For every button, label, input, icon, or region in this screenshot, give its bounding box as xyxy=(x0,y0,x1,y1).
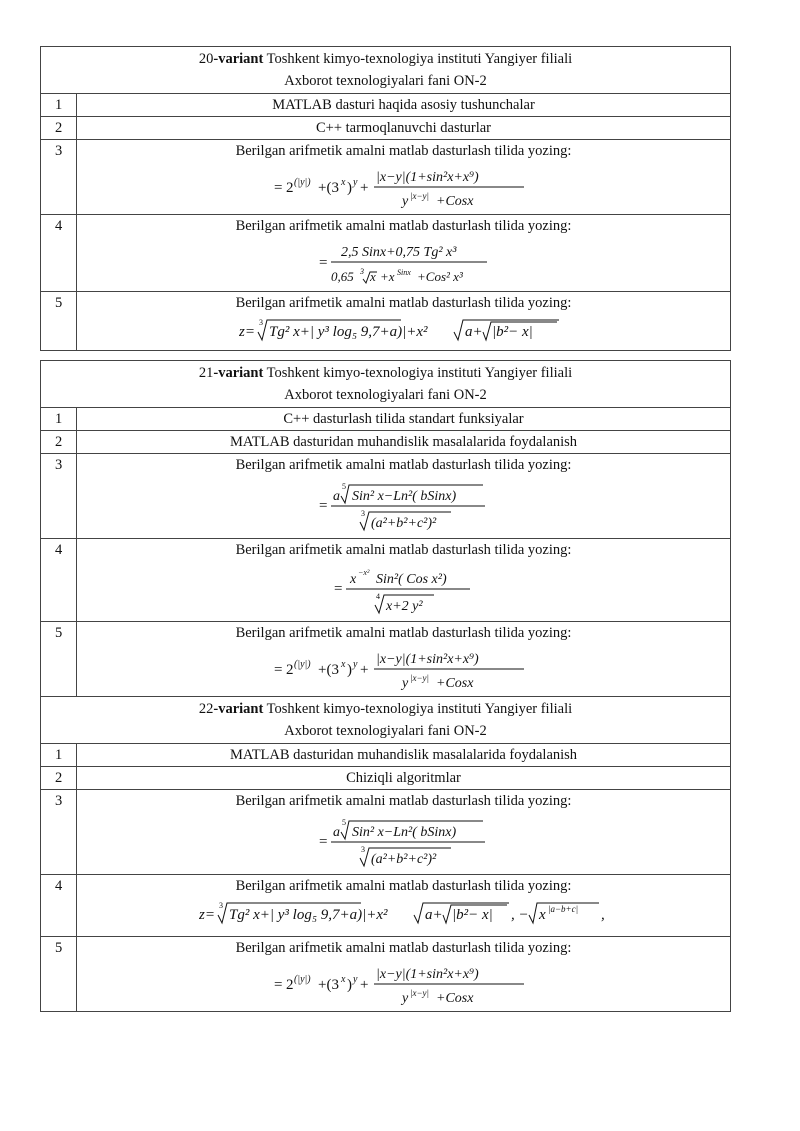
formula xyxy=(77,476,730,538)
svg-text:=: = xyxy=(318,498,327,514)
svg-text:(a²+b²+c²)²: (a²+b²+c²)² xyxy=(370,852,436,867)
svg-text:3: 3 xyxy=(360,845,365,854)
svg-text:4: 4 xyxy=(375,592,380,601)
svg-text:y: y xyxy=(352,177,357,188)
row-topic: C++ tarmoqlanuvchi dasturlar xyxy=(77,117,731,140)
formula-svg xyxy=(274,164,534,210)
formula xyxy=(77,812,730,874)
svg-text:,: , xyxy=(600,907,605,923)
svg-text:+Cosx: +Cosx xyxy=(435,676,473,691)
svg-text:|a−b+c|: |a−b+c| xyxy=(547,904,578,914)
svg-text:=: = xyxy=(333,581,342,597)
formula-svg xyxy=(334,563,474,617)
row-number: 3 xyxy=(41,454,77,539)
svg-text:+: + xyxy=(359,662,368,678)
svg-text:z=: z= xyxy=(238,324,255,340)
svg-text:a+: a+ xyxy=(424,907,443,923)
variant-number: 20 xyxy=(198,51,214,67)
question-row xyxy=(41,94,731,117)
svg-text:Sin² x−Ln²( bSinx): Sin² x−Ln²( bSinx) xyxy=(351,825,456,840)
svg-text:2: 2 xyxy=(285,977,293,993)
svg-text:+(3: +(3 xyxy=(317,977,339,993)
row-number: 1 xyxy=(41,94,77,117)
svg-text:a: a xyxy=(332,825,340,840)
svg-text:Tg² x+| y³ log₅ 9,7+a)|+x²: Tg² x+| y³ log₅ 9,7+a)|+x² xyxy=(228,907,388,923)
question-row xyxy=(41,937,731,1012)
svg-text:5: 5 xyxy=(341,818,346,827)
row-number: 4 xyxy=(41,875,77,937)
row-topic: MATLAB dasturidan muhandislik masalalarida foydalanish xyxy=(77,431,731,454)
variant-20-table xyxy=(40,46,731,351)
question-row xyxy=(41,744,731,767)
svg-text:(|y|): (|y|) xyxy=(293,659,311,670)
variant-header xyxy=(41,697,731,744)
course-subtitle: Axborot texnologiyalari fani ON-2 xyxy=(284,387,487,403)
svg-text:3: 3 xyxy=(258,318,263,327)
svg-text:3: 3 xyxy=(360,509,365,518)
svg-text:+: + xyxy=(359,977,368,993)
svg-text:+Cos² x³: +Cos² x³ xyxy=(416,269,463,284)
svg-text:y: y xyxy=(401,194,408,209)
row-instruction: Berilgan arifmetik amalni matlab dasturlash tilida yozing: xyxy=(235,218,572,234)
formula xyxy=(77,959,730,1011)
question-row xyxy=(41,117,731,140)
svg-text:x: x xyxy=(369,269,376,284)
question-row xyxy=(41,292,731,351)
svg-text:|x−y|: |x−y| xyxy=(409,673,429,683)
svg-text:=: = xyxy=(273,977,282,993)
svg-text:): ) xyxy=(346,977,352,993)
formula xyxy=(77,162,730,214)
row-number: 3 xyxy=(41,790,77,875)
row-number: 1 xyxy=(41,408,77,431)
svg-text:x: x xyxy=(340,659,345,670)
svg-text:|b²− x|: |b²− x| xyxy=(491,324,533,340)
formula-svg xyxy=(239,316,569,346)
course-subtitle: Axborot texnologiyalari fani ON-2 xyxy=(284,73,487,89)
row-number: 2 xyxy=(41,117,77,140)
institute-title: Toshkent kimyo-texnologiya instituti Yangiyer filiali xyxy=(263,51,573,67)
row-topic: MATLAB dasturi haqida asosiy tushunchalar xyxy=(77,94,731,117)
svg-text:(|y|): (|y|) xyxy=(293,974,311,985)
svg-text:+(3: +(3 xyxy=(317,662,339,678)
row-number: 5 xyxy=(41,937,77,1012)
svg-text:=: = xyxy=(273,662,282,678)
question-row xyxy=(41,431,731,454)
svg-text:2,5 Sinx+0,75 Tg² x³: 2,5 Sinx+0,75 Tg² x³ xyxy=(340,245,456,260)
svg-text:): ) xyxy=(346,662,352,678)
row-number: 5 xyxy=(41,292,77,351)
svg-text:+Cosx: +Cosx xyxy=(435,194,473,209)
svg-text:x: x xyxy=(340,974,345,985)
formula-svg xyxy=(319,239,489,287)
row-number: 2 xyxy=(41,431,77,454)
row-number: 3 xyxy=(41,140,77,215)
formula xyxy=(77,237,730,291)
formula-svg xyxy=(274,646,534,692)
row-number: 4 xyxy=(41,539,77,622)
svg-text:|x−y|(1+sin²x+x⁹): |x−y|(1+sin²x+x⁹) xyxy=(375,967,479,982)
formula xyxy=(77,561,730,621)
svg-text:5: 5 xyxy=(341,482,346,491)
row-instruction: Berilgan arifmetik amalni matlab dasturlash tilida yozing: xyxy=(235,878,572,894)
row-instruction: Berilgan arifmetik amalni matlab dasturlash tilida yozing: xyxy=(235,940,572,956)
variant-22-table xyxy=(40,696,731,1012)
svg-text:(|y|): (|y|) xyxy=(293,177,311,188)
variant-header xyxy=(41,361,731,408)
svg-text:+Cosx: +Cosx xyxy=(435,991,473,1006)
svg-text:a: a xyxy=(332,489,340,504)
svg-text:Sinx: Sinx xyxy=(396,268,411,277)
formula xyxy=(77,644,730,696)
variant-header xyxy=(41,47,731,94)
question-row xyxy=(41,140,731,215)
svg-text:y: y xyxy=(401,676,408,691)
row-number: 4 xyxy=(41,215,77,292)
formula-svg xyxy=(319,478,489,534)
svg-text:=: = xyxy=(318,834,327,850)
svg-text:2: 2 xyxy=(285,662,293,678)
svg-text:x: x xyxy=(349,572,356,587)
svg-text:3: 3 xyxy=(218,901,223,910)
svg-text:2: 2 xyxy=(285,180,293,196)
svg-text:z=: z= xyxy=(198,907,215,923)
svg-text:y: y xyxy=(352,974,357,985)
institute-title: Toshkent kimyo-texnologiya instituti Yangiyer filiali xyxy=(263,701,573,717)
svg-text:|x−y|: |x−y| xyxy=(409,988,429,998)
question-row xyxy=(41,767,731,790)
svg-text:, −: , − xyxy=(510,907,529,923)
row-instruction: Berilgan arifmetik amalni matlab dasturlash tilida yozing: xyxy=(235,793,572,809)
svg-text:=: = xyxy=(318,255,327,271)
svg-text:y: y xyxy=(352,659,357,670)
svg-text:y: y xyxy=(401,991,408,1006)
svg-text:+(3: +(3 xyxy=(317,180,339,196)
question-row xyxy=(41,790,731,875)
row-instruction: Berilgan arifmetik amalni matlab dasturlash tilida yozing: xyxy=(235,295,572,311)
row-topic: Chiziqli algoritmlar xyxy=(77,767,731,790)
svg-text:|x−y|(1+sin²x+x⁹): |x−y|(1+sin²x+x⁹) xyxy=(375,652,479,667)
svg-text:−x²: −x² xyxy=(357,568,369,577)
row-topic: C++ dasturlash tilida standart funksiyalar xyxy=(77,408,731,431)
variant-21-table xyxy=(40,360,731,697)
formula xyxy=(77,314,730,350)
svg-text:Sin² x−Ln²( bSinx): Sin² x−Ln²( bSinx) xyxy=(351,489,456,504)
formula-svg xyxy=(274,961,534,1007)
question-row xyxy=(41,454,731,539)
row-number: 2 xyxy=(41,767,77,790)
svg-text:(a²+b²+c²)²: (a²+b²+c²)² xyxy=(370,516,436,531)
svg-text:+: + xyxy=(359,180,368,196)
svg-text:|x−y|(1+sin²x+x⁹): |x−y|(1+sin²x+x⁹) xyxy=(375,170,479,185)
svg-text:x: x xyxy=(340,177,345,188)
row-instruction: Berilgan arifmetik amalni matlab dasturlash tilida yozing: xyxy=(235,625,572,641)
svg-text:Tg² x+| y³ log₅ 9,7+a)|+x²: Tg² x+| y³ log₅ 9,7+a)|+x² xyxy=(268,324,428,340)
course-subtitle: Axborot texnologiyalari fani ON-2 xyxy=(284,723,487,739)
variant-number: 22 xyxy=(198,701,214,717)
svg-text:+x: +x xyxy=(379,269,395,284)
svg-text:a+: a+ xyxy=(464,324,483,340)
question-row xyxy=(41,215,731,292)
svg-text:3: 3 xyxy=(359,267,364,276)
variant-number: 21 xyxy=(198,365,214,381)
svg-text:|b²− x|: |b²− x| xyxy=(451,907,493,923)
row-number: 1 xyxy=(41,744,77,767)
row-instruction: Berilgan arifmetik amalni matlab dasturlash tilida yozing: xyxy=(235,457,572,473)
formula-svg xyxy=(199,899,609,929)
row-instruction: Berilgan arifmetik amalni matlab dasturlash tilida yozing: xyxy=(235,143,572,159)
variant-word: -variant xyxy=(213,51,264,67)
svg-text:): ) xyxy=(346,180,352,196)
variant-word: -variant xyxy=(213,365,264,381)
question-row xyxy=(41,622,731,697)
question-row xyxy=(41,408,731,431)
question-row xyxy=(41,539,731,622)
svg-text:x+2 y²: x+2 y² xyxy=(385,599,423,614)
row-number: 5 xyxy=(41,622,77,697)
row-instruction: Berilgan arifmetik amalni matlab dasturlash tilida yozing: xyxy=(235,542,572,558)
svg-text:=: = xyxy=(273,180,282,196)
row-topic: MATLAB dasturidan muhandislik masalalarida foydalanish xyxy=(77,744,731,767)
svg-text:Sin²( Cos x²): Sin²( Cos x²) xyxy=(375,572,447,587)
svg-text:x: x xyxy=(538,907,546,923)
question-row xyxy=(41,875,731,937)
svg-text:|x−y|: |x−y| xyxy=(409,191,429,201)
svg-text:0,65: 0,65 xyxy=(330,269,354,284)
formula-svg xyxy=(319,814,489,870)
institute-title: Toshkent kimyo-texnologiya instituti Yangiyer filiali xyxy=(263,365,573,381)
formula xyxy=(77,897,730,933)
variant-word: -variant xyxy=(213,701,264,717)
